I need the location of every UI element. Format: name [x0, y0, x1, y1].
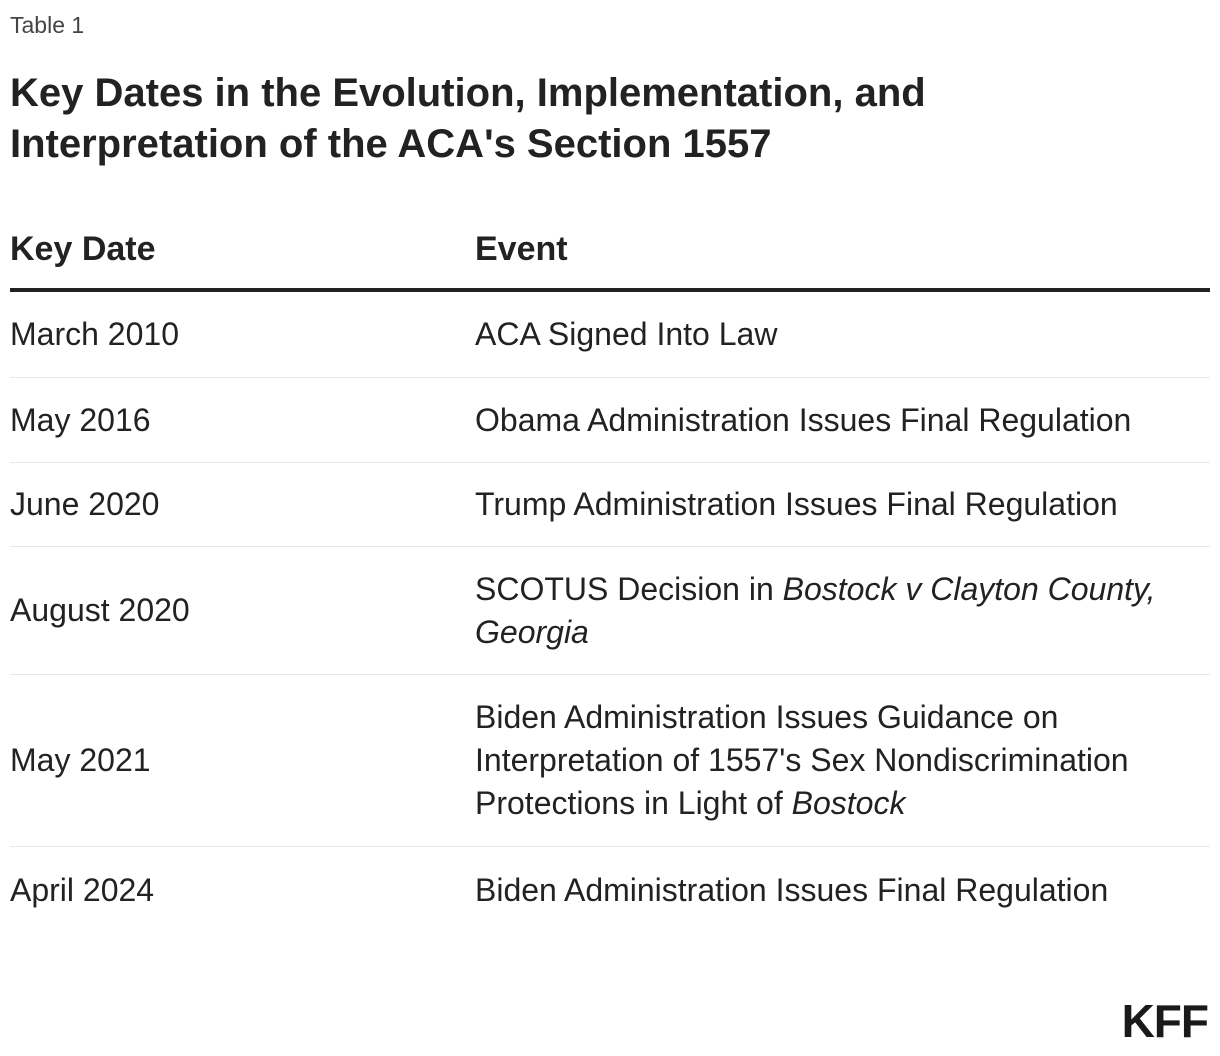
header-event: Event	[475, 230, 568, 268]
kff-logo: KFF	[1121, 995, 1208, 1047]
table-row	[10, 463, 1210, 547]
event-cell	[475, 313, 1210, 356]
event-text: Biden Administration Issues Final Regulation	[475, 871, 1109, 908]
title-line-1: Key Dates in the Evolution, Implementation, and	[10, 71, 926, 115]
event-cell	[475, 568, 1210, 654]
key-dates-table	[10, 222, 1210, 933]
table-row	[10, 547, 1210, 675]
event-text: Trump Administration Issues Final Regulation	[475, 486, 1118, 522]
table-row	[10, 292, 1210, 378]
event-case-name: Bostock v Clayton County, Georgia	[475, 570, 1156, 650]
event-text: Biden Administration Issues Guidance on Interpretation of 1557's Sex Nondiscrimination Protections in Light of	[475, 699, 1129, 821]
key-date-cell: June 2020	[10, 486, 160, 522]
event-cell	[475, 869, 1210, 912]
title-line-2: Interpretation of the ACA's Section 1557	[10, 122, 772, 166]
key-date-cell: August 2020	[10, 592, 190, 628]
table-row	[10, 378, 1210, 463]
table-row	[10, 675, 1210, 847]
event-cell	[475, 696, 1210, 825]
key-date-cell: May 2016	[10, 401, 151, 438]
table-header-row	[10, 222, 1210, 292]
header-key-date: Key Date	[10, 230, 156, 268]
event-case-name: Bostock	[791, 785, 906, 821]
key-date-cell: April 2024	[10, 871, 155, 908]
table-row	[10, 847, 1210, 933]
event-text: ACA Signed Into Law	[475, 316, 778, 352]
event-text: Obama Administration Issues Final Regulation	[475, 401, 1132, 438]
event-text: SCOTUS Decision in	[475, 570, 783, 607]
event-cell	[475, 483, 1210, 526]
key-date-cell: May 2021	[10, 742, 151, 778]
table-label: Table 1	[10, 12, 85, 38]
event-cell	[475, 399, 1210, 442]
key-date-cell: March 2010	[10, 316, 179, 352]
page-title	[10, 68, 1110, 170]
